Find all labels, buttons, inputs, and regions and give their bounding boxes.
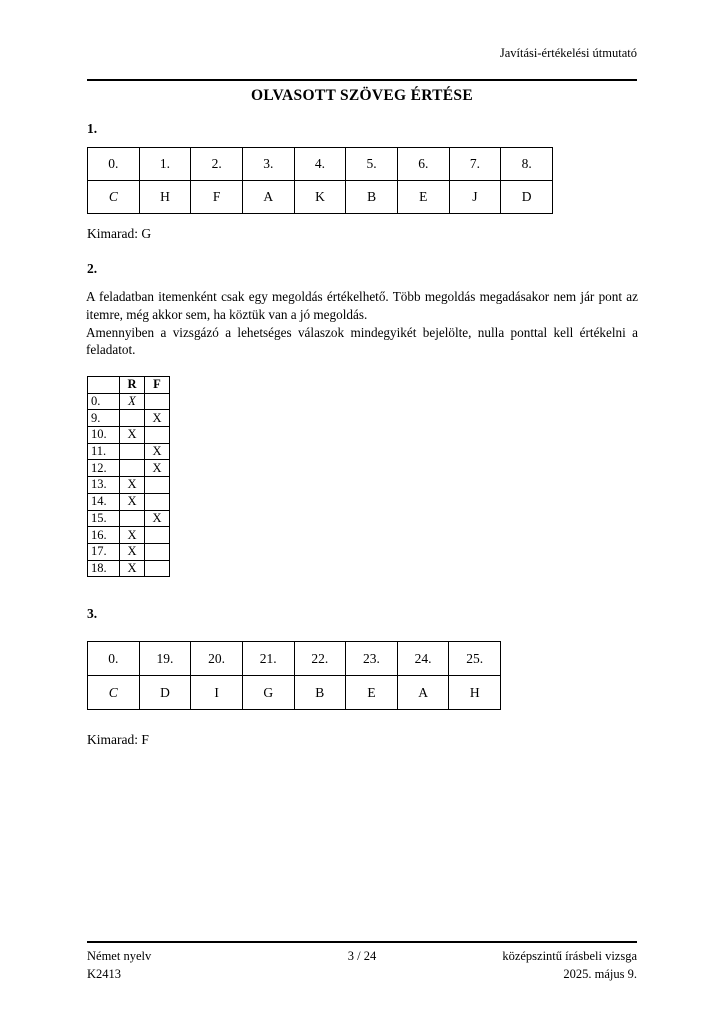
mark-cell-r — [120, 460, 145, 477]
item-number-cell: 11. — [88, 443, 120, 460]
true-false-table — [87, 376, 170, 577]
table-row — [88, 393, 170, 410]
mark-cell-f — [145, 393, 170, 410]
mark-cell-r: X — [120, 477, 145, 494]
table-row — [88, 460, 170, 477]
item-number-cell: 15. — [88, 510, 120, 527]
kimarad-note-1: Kimarad: G — [87, 226, 152, 241]
item-number-cell: 18. — [88, 560, 120, 577]
mark-cell-f — [145, 543, 170, 560]
header-divider — [87, 79, 637, 81]
item-number-cell: 7. — [449, 148, 501, 181]
table-row — [88, 148, 553, 181]
item-number-cell: 21. — [242, 642, 294, 676]
answer-table-3 — [87, 641, 501, 710]
table-row — [88, 510, 170, 527]
mark-cell-f — [145, 427, 170, 444]
mark-cell-f — [145, 527, 170, 544]
mark-cell-r: X — [120, 493, 145, 510]
table-row — [88, 410, 170, 427]
answer-cell: I — [191, 676, 243, 710]
instruction-paragraph-1: A feladatban itemenként csak egy megoldás értékelhető. Több megoldás megadásakor nem jár pont az itemre, még akkor sem, ha köztük van a jó megoldás. — [86, 289, 638, 322]
answer-cell: E — [346, 676, 398, 710]
answer-cell: D — [501, 181, 553, 214]
answer-table-1 — [87, 147, 553, 214]
footer-page-number: 3 / 24 — [347, 949, 377, 963]
mark-cell-r-example: X — [120, 393, 145, 410]
answer-cell: A — [397, 676, 449, 710]
item-number-cell: 1. — [139, 148, 191, 181]
footer-exam-code: K2413 — [87, 966, 122, 981]
item-number-cell: 22. — [294, 642, 346, 676]
section-3-label: 3. — [87, 606, 98, 621]
item-number-cell: 12. — [88, 460, 120, 477]
answer-cell: E — [397, 181, 449, 214]
mark-cell-r — [120, 510, 145, 527]
mark-cell-f — [145, 477, 170, 494]
item-number-cell: 14. — [88, 493, 120, 510]
answer-cell-example: C — [88, 676, 140, 710]
item-number-cell: 9. — [88, 410, 120, 427]
mark-cell-r: X — [120, 427, 145, 444]
column-header-r: R — [120, 377, 145, 394]
footer-exam-level: középszintű írásbeli vizsga — [502, 949, 638, 963]
item-number-cell: 2. — [191, 148, 243, 181]
mark-cell-f — [145, 493, 170, 510]
item-number-cell: 8. — [501, 148, 553, 181]
item-number-cell: 6. — [397, 148, 449, 181]
answer-cell-example: C — [88, 181, 140, 214]
item-number-cell: 3. — [242, 148, 294, 181]
corner-cell — [88, 377, 120, 394]
item-number-cell: 23. — [346, 642, 398, 676]
answer-cell: J — [449, 181, 501, 214]
mark-cell-f: X — [145, 410, 170, 427]
item-number-cell: 0. — [88, 148, 140, 181]
item-number-cell: 19. — [139, 642, 191, 676]
item-number-cell: 17. — [88, 543, 120, 560]
item-number-cell: 0. — [88, 642, 140, 676]
table-row — [88, 181, 553, 214]
mark-cell-f: X — [145, 443, 170, 460]
table-row — [88, 642, 501, 676]
item-number-cell: 4. — [294, 148, 346, 181]
header-note: Javítási-értékelési útmutató — [499, 46, 637, 60]
mark-cell-r — [120, 443, 145, 460]
column-header-f: F — [145, 377, 170, 394]
footer-left — [87, 948, 348, 983]
answer-cell: D — [139, 676, 191, 710]
item-number-cell: 20. — [191, 642, 243, 676]
item-number-cell: 0. — [88, 393, 120, 410]
section-1-label: 1. — [87, 121, 98, 136]
table-row — [88, 543, 170, 560]
mark-cell-r: X — [120, 527, 145, 544]
item-number-cell: 25. — [449, 642, 501, 676]
kimarad-note-2: Kimarad: F — [87, 732, 149, 747]
table-row — [88, 676, 501, 710]
footer-subject: Német nyelv — [87, 949, 152, 963]
section-2-label: 2. — [87, 261, 98, 276]
item-number-cell: 16. — [88, 527, 120, 544]
instruction-paragraph-2: Amennyiben a vizsgázó a lehetséges válaszok mindegyikét bejelölte, nulla ponttal kell értékelni a feladatot. — [86, 324, 638, 358]
table-header-row — [88, 377, 170, 394]
page-footer — [87, 948, 637, 983]
mark-cell-f: X — [145, 460, 170, 477]
answer-cell: H — [139, 181, 191, 214]
mark-cell-f: X — [145, 510, 170, 527]
page-title: OLVASOTT SZÖVEG ÉRTÉSE — [250, 87, 473, 104]
answer-cell: H — [449, 676, 501, 710]
table-row — [88, 443, 170, 460]
item-number-cell: 24. — [397, 642, 449, 676]
footer-divider — [87, 941, 637, 943]
answer-cell: B — [346, 181, 398, 214]
footer-right — [376, 948, 637, 983]
table-row — [88, 560, 170, 577]
answer-cell: G — [242, 676, 294, 710]
table-row — [88, 527, 170, 544]
mark-cell-r: X — [120, 543, 145, 560]
footer-exam-date: 2025. május 9. — [563, 966, 638, 981]
table-row — [88, 493, 170, 510]
scoring-instructions — [86, 288, 638, 359]
table-row — [88, 427, 170, 444]
mark-cell-r: X — [120, 560, 145, 577]
item-number-cell: 5. — [346, 148, 398, 181]
mark-cell-f — [145, 560, 170, 577]
item-number-cell: 13. — [88, 477, 120, 494]
item-number-cell: 10. — [88, 427, 120, 444]
answer-cell: A — [242, 181, 294, 214]
table-row — [88, 477, 170, 494]
mark-cell-r — [120, 410, 145, 427]
answer-cell: K — [294, 181, 346, 214]
answer-cell: B — [294, 676, 346, 710]
answer-cell: F — [191, 181, 243, 214]
